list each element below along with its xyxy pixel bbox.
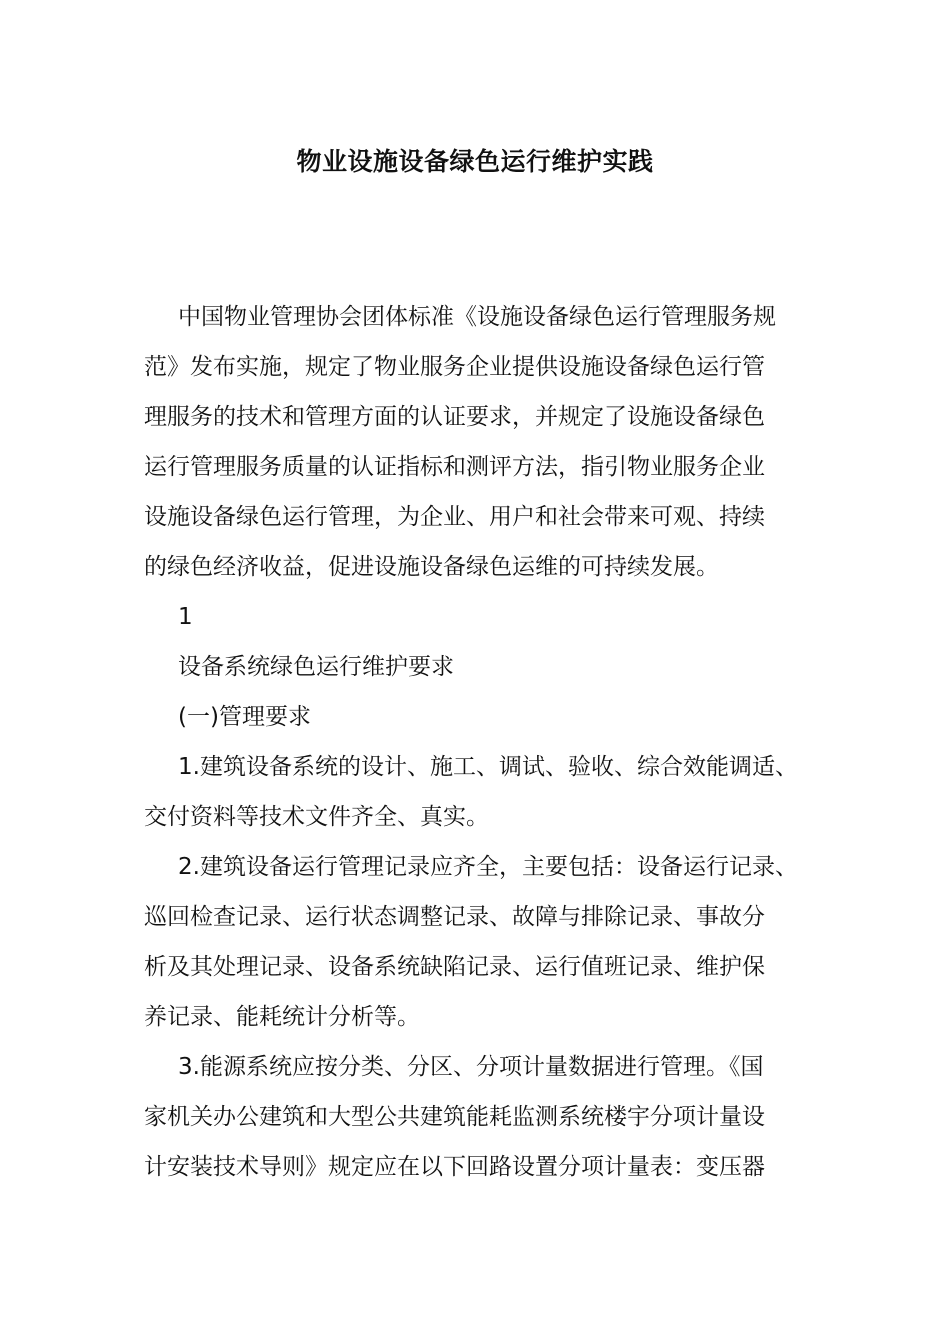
section-number: 1 (178, 604, 193, 630)
section-heading: 设备系统绿色运行维护要求 (178, 654, 454, 680)
requirement-item-1: 1.建筑设备系统的设计、施工、调试、验收、综合效能调适、 交付资料等技术文件齐全、真实。 (144, 754, 798, 830)
requirement-item-3: 3.能源系统应按分类、分区、分项计量数据进行管理。《国 家机关办公建筑和大型公共建筑能耗监测系统楼宇分项计量设 计安装技术导则》规定应在以下回路设置分项计量表：变压器 (144, 1054, 765, 1180)
document-title: 物业设施设备绿色运行维护实践 (296, 147, 654, 176)
subsection-heading: (一)管理要求 (178, 704, 311, 730)
document-body (144, 292, 814, 1192)
intro-paragraph: 中国物业管理协会团体标准《设施设备绿色运行管理服务规 范》发布实施，规定了物业服务企业提供设施设备绿色运行管 理服务的技术和管理方面的认证要求，并规定了设施设备绿色 运行管理服务质量的认证指标和测评方法，指引物业服务企业 设施设备绿色运行管理，为企业、用户和社会带来可观、持续 的绿色经济收益，促进设施设备绿色运维的可持续发展。 (144, 304, 776, 580)
requirement-item-2: 2.建筑设备运行管理记录应齐全，主要包括：设备运行记录、 巡回检查记录、运行状态调整记录、故障与排除记录、事故分 析及其处理记录、设备系统缺陷记录、运行值班记录、维护保 养记录、能耗统计分析等。 (144, 854, 798, 1030)
